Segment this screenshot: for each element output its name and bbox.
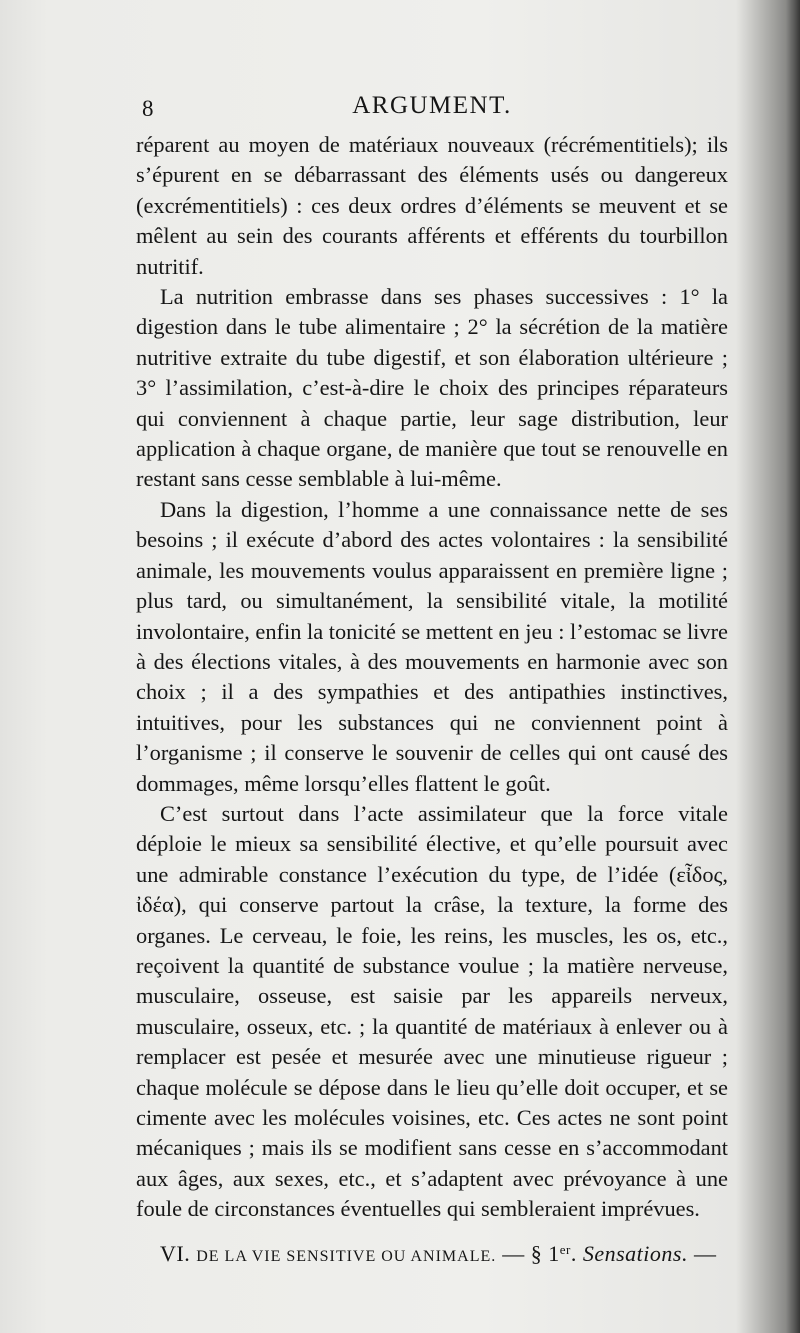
paragraph-continuation: réparent au moyen de matériaux nouveaux (récrémentitiels); ils s’épurent en se débarrassant des éléments usés ou dangereux (excrémentitiels) : ces deux ordres d’éléments se meuvent et se mêlent au sein des courants afférents et efférents du tourbillon nutritif. (136, 132, 728, 279)
section-title: DE LA VIE SENSITIVE OU ANIMALE. (196, 1247, 497, 1265)
section-mark: § 1 (530, 1240, 560, 1266)
body-text (136, 130, 728, 1225)
book-page (136, 88, 728, 1266)
page-number: 8 (142, 96, 155, 121)
running-header (136, 88, 728, 122)
running-title: ARGUMENT. (352, 92, 512, 119)
section-trailing-dash: — (693, 1240, 717, 1266)
paragraph-nutrition: La nutrition embrasse dans ses phases successives : 1° la digestion dans le tube alimentaire ; 2° la sécrétion de la matière nutritive extraite du tube digestif, et son élaboration ultérieure ; 3° l’assimilation, c’est-à-dire le choix des principes réparateurs qui conviennent à chaque partie, leur sage distribution, leur application à chaque organe, de manière que tout se renouvelle en restant sans cesse semblable à lui-même. (136, 284, 728, 492)
section-numeral: VI. (160, 1240, 191, 1266)
paragraph-assimilation: C’est surtout dans l’acte assimilateur que la force vitale déploie le mieux sa sensibilité élective, et qu’elle poursuit avec une admirable constance l’exécution du type, de l’idée (εἶδος, ἰδέα), qui conserve partout la crâse, la texture, la forme des organes. Le cerveau, le foie, les reins, les muscles, les os, etc., reçoivent la quantité de substance voulue ; la matière nerveuse, musculaire, osseuse, est saisie par les appareils nerveux, musculaire, osseux, etc. ; la quantité de matériaux à enlever ou à remplacer est pesée et mesurée avec une minutieuse rigueur ; chaque molécule se dépose dans le lieu qu’elle doit occuper, et se cimente avec les molécules voisines, etc. Ces actes ne sont point mécaniques ; mais ils se modifient sans cesse en s’accommodant aux âges, aux sexes, etc., et s’adaptent avec prévoyance à une foule de circonstances éventuelles qui sembleraient imprévues. (136, 800, 728, 1222)
section-superscript: er (559, 1241, 571, 1257)
section-subtitle: Sensations. (582, 1240, 688, 1266)
binding-edge-shadow (786, 0, 800, 1333)
section-heading: VI. DE LA VIE SENSITIVE OU ANIMALE. — § 1er. Sensations. — (160, 1240, 717, 1266)
section-dash: — (502, 1240, 525, 1266)
paragraph-digestion: Dans la digestion, l’homme a une connaissance nette de ses besoins ; il exécute d’abord des actes volontaires : la sensibilité animale, les mouvements voulus apparaissent en première ligne ; plus tard, ou simultanément, la sensibilité vitale, la motilité involontaire, enfin la tonicité se mettent en jeu : l’estomac se livre à des élections vitales, à des mouvements en harmonie avec son choix ; il a des sympathies et des antipathies instinctives, intuitives, pour les substances qui ne conviennent point à l’organisme ; il conserve le souvenir de celles qui ont causé des dommages, même lorsqu’elles flattent le goût. (136, 496, 728, 796)
